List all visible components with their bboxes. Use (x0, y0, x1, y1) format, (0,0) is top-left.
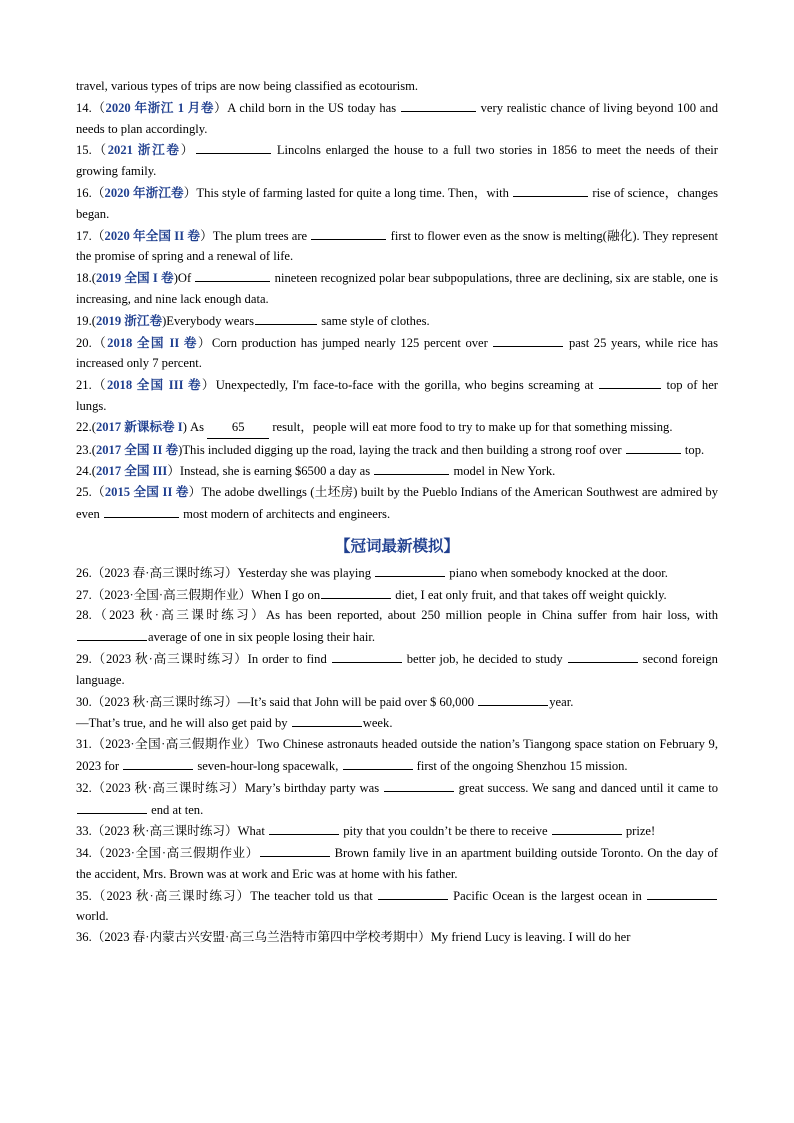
question-35: 35.（2023 秋·高三课时练习）The teacher told us that Pacific Ocean is the largest ocean in world. (76, 885, 718, 928)
question-30: 30.（2023 秋·高三课时练习）—It’s said that John will be paid over $ 60,000 year. —That’s true, and he will also get paid by week. (76, 691, 718, 735)
answer-blank[interactable] (77, 799, 147, 814)
worksheet-page (76, 76, 718, 948)
answer-blank[interactable] (478, 691, 548, 706)
question-36: 36.（2023 春·内蒙古兴安盟·高三乌兰浩特市第四中学校考期中）My friend Lucy is leaving. I will do her (76, 930, 631, 945)
question-34: 34.（2023·全国·高三假期作业） Brown family live in an apartment building outside Toronto. On the day of the accident, Mrs. Brown was at work and Eric was at home with his father. (76, 842, 718, 885)
question-26: 26.（2023 春·高三课时练习）Yesterday she was playing piano when somebody knocked at the door. (76, 562, 718, 584)
answer-blank[interactable] (647, 885, 717, 900)
answer-blank[interactable] (568, 648, 638, 663)
answer-blank[interactable] (104, 503, 179, 518)
answer-blank[interactable] (513, 182, 588, 197)
question-17: 17.（2020 年全国 II 卷）The plum trees are first to flower even as the snow is melting(融化). They represent the promise of spring and a renewal of life. (76, 225, 718, 268)
answer-blank[interactable] (599, 374, 661, 389)
question-16: 16.（2020 年浙江卷）This style of farming lasted for quite a long time. Then，with rise of science，changes began. (76, 182, 718, 225)
answer-blank[interactable] (378, 885, 448, 900)
question-33: 33.（2023 秋·高三课时练习）What pity that you couldn’t be there to receive prize! (76, 820, 718, 842)
answer-blank[interactable] (343, 755, 413, 770)
answer-blank[interactable] (195, 267, 270, 282)
answer-blank[interactable] (401, 97, 476, 112)
answer-blank[interactable] (493, 332, 563, 347)
answer-blank[interactable] (260, 842, 330, 857)
section-title: 【冠词最新模拟】 (334, 536, 459, 555)
question-25: 25.（2015 全国 II 卷）The adobe dwellings (土坯房) built by the Pueblo Indians of the American Southwest are admired by even most modern of architects and engineers. (76, 485, 718, 521)
answer-blank[interactable] (311, 225, 386, 240)
answer-blank[interactable] (321, 584, 391, 599)
answer-blank[interactable] (384, 777, 454, 792)
question-20: 20.（2018 全国 II 卷）Corn production has jumped nearly 125 percent over past 25 years, while rice has increased only 7 percent. (76, 332, 718, 375)
question-31: 31.（2023·全国·高三假期作业）Two Chinese astronauts headed outside the nation’s Tiangong space station on February 9, 2023 for seven-hour-long spacewalk, first of the ongoing Shenzhou 15 mission. (76, 737, 718, 773)
answer-blank[interactable] (552, 820, 622, 835)
question-22: 22.(2017 新课标卷 I) As 65 result，people will eat more food to try to make up for that something missing. (76, 417, 718, 439)
question-29: 29.（2023 秋·高三课时练习）In order to find better job, he decided to study second foreign language. (76, 648, 718, 691)
question-19: 19.(2019 浙江卷)Everybody wears same style of clothes. (76, 310, 718, 332)
answer-blank[interactable] (332, 648, 402, 663)
question-18: 18.(2019 全国 I 卷)Of nineteen recognized polar bear subpopulations, three are declining, six are stable, one is increasing, and nine lack enough data. (76, 267, 718, 310)
answer-blank[interactable] (626, 439, 681, 454)
answer-blank[interactable] (123, 755, 193, 770)
lead-line: travel, various types of trips are now being classified as ecotourism. (76, 79, 419, 93)
answer-blank[interactable] (375, 562, 445, 577)
answer-blank[interactable] (292, 712, 362, 727)
answer-blank[interactable] (269, 820, 339, 835)
answer-blank[interactable] (77, 626, 147, 641)
question-28: 28.（2023 秋·高三课时练习）As has been reported, about 250 million people in China suffer from hair loss, with average of one in six people losing their hair. (76, 608, 718, 645)
answer-blank[interactable] (196, 139, 271, 154)
answer-blank[interactable] (255, 310, 317, 325)
question-23: 23.(2017 全国 II 卷)This included digging up the road, laying the track and then building a strong roof over top. (76, 439, 718, 461)
question-14: 14.（2020 年浙江 1 月卷）A child born in the US today has very realistic chance of living beyond 100 and needs to plan accordingly. (76, 97, 718, 140)
question-21: 21.（2018 全国 III 卷）Unexpectedly, I'm face-to-face with the gorilla, who begins screaming at top of her lungs. (76, 374, 718, 417)
question-32: 32.（2023 秋·高三课时练习）Mary’s birthday party was great success. We sang and danced until it came to end at ten. (76, 777, 718, 821)
answer-blank[interactable] (374, 460, 449, 475)
question-24: 24.(2017 全国 III）Instead, she is earning $6500 a day as model in New York. (76, 460, 718, 482)
question-15: 15.（2021 浙江卷） Lincolns enlarged the house to a full two stories in 1856 to meet the needs of their growing family. (76, 139, 718, 182)
filled-answer[interactable]: 65 (207, 417, 269, 439)
question-27: 27.（2023·全国·高三假期作业）When I go on diet, I eat only fruit, and that takes off weight quickly. (76, 584, 718, 606)
